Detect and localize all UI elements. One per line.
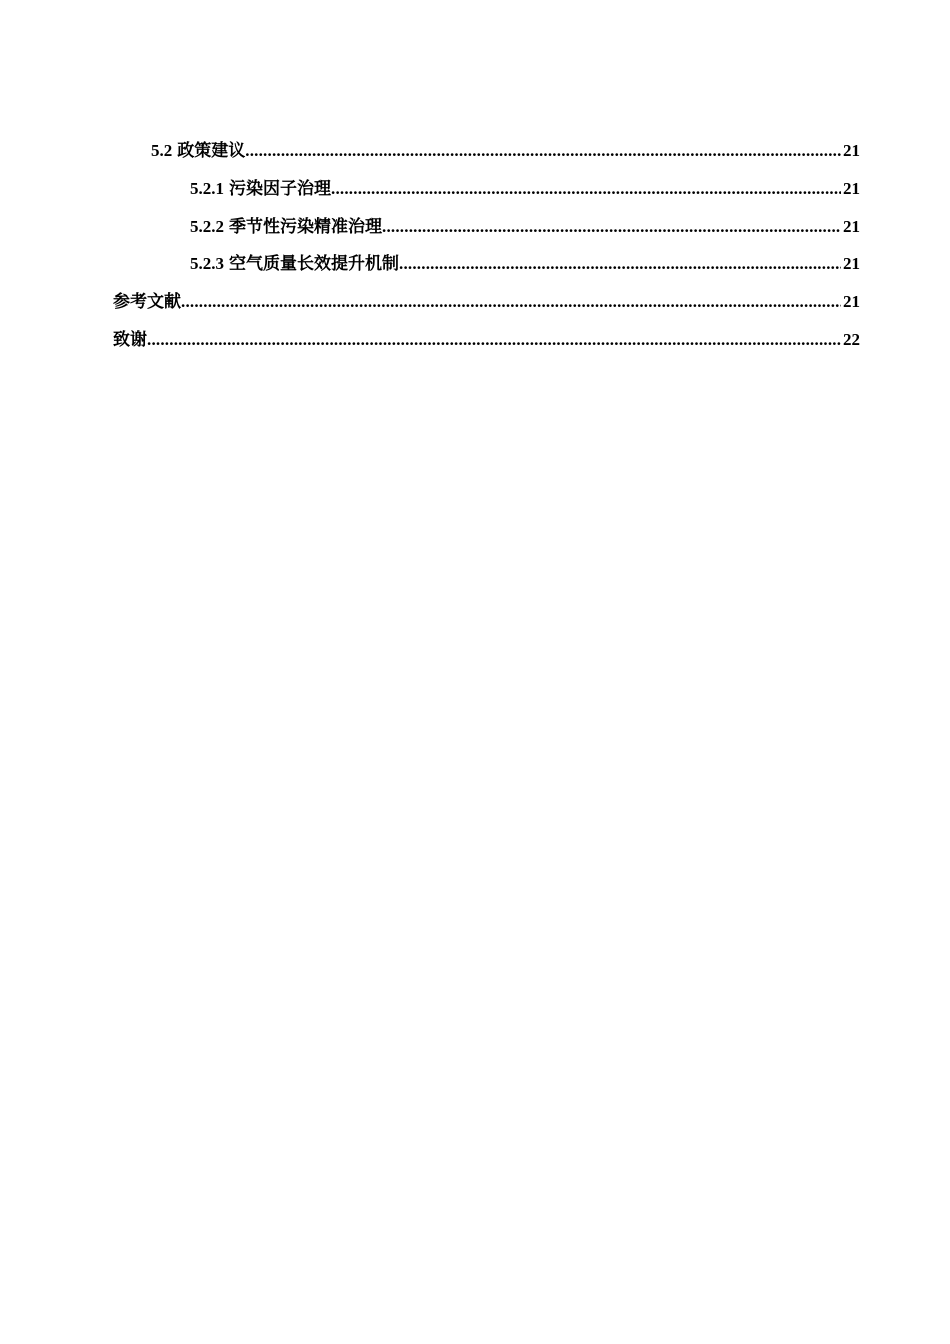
toc-entry-5-2-2[interactable] (113, 212, 860, 250)
toc-page-number: 21 (843, 292, 860, 312)
toc-entry-title: 政策建议 (177, 141, 246, 160)
toc-page-number: 21 (843, 141, 860, 160)
toc-dot-leader (331, 179, 841, 199)
toc-entry-label (190, 249, 399, 274)
toc-dot-leader (399, 254, 841, 274)
toc-entry-number: 5.2.3 (190, 254, 224, 274)
toc-dot-leader (147, 330, 841, 350)
toc-entry-5-2-3[interactable] (113, 249, 860, 287)
toc-entry-number: 5.2.2 (190, 216, 224, 236)
toc-entry-5-2[interactable] (113, 136, 860, 174)
toc-entry-references[interactable] (113, 287, 860, 325)
toc-page-number: 21 (843, 216, 860, 236)
toc-entry-title: 致谢 (113, 329, 147, 349)
toc-entry-acknowledgements[interactable] (113, 325, 860, 363)
toc-entry-5-2-1[interactable] (113, 174, 860, 212)
toc-entry-title: 空气质量长效提升机制 (229, 254, 399, 274)
toc-entry-label (190, 174, 331, 199)
toc-page-number: 21 (843, 178, 860, 198)
toc-entry-title: 参考文献 (113, 292, 181, 312)
toc-dot-leader (245, 141, 841, 161)
toc-dot-leader (382, 217, 841, 237)
toc-page-number: 21 (843, 254, 860, 274)
toc-entry-title: 季节性污染精准治理 (229, 216, 382, 236)
toc-entry-label (113, 325, 147, 350)
toc-page-number: 22 (843, 329, 860, 349)
toc-entry-label (190, 212, 382, 237)
toc-entry-number: 5.2 (151, 141, 173, 160)
toc-entry-label (113, 287, 181, 312)
toc-dot-leader (181, 292, 841, 312)
toc-entry-title: 污染因子治理 (229, 178, 331, 198)
toc-entry-number: 5.2.1 (190, 178, 224, 198)
table-of-contents (113, 136, 860, 363)
toc-entry-label (151, 136, 245, 161)
